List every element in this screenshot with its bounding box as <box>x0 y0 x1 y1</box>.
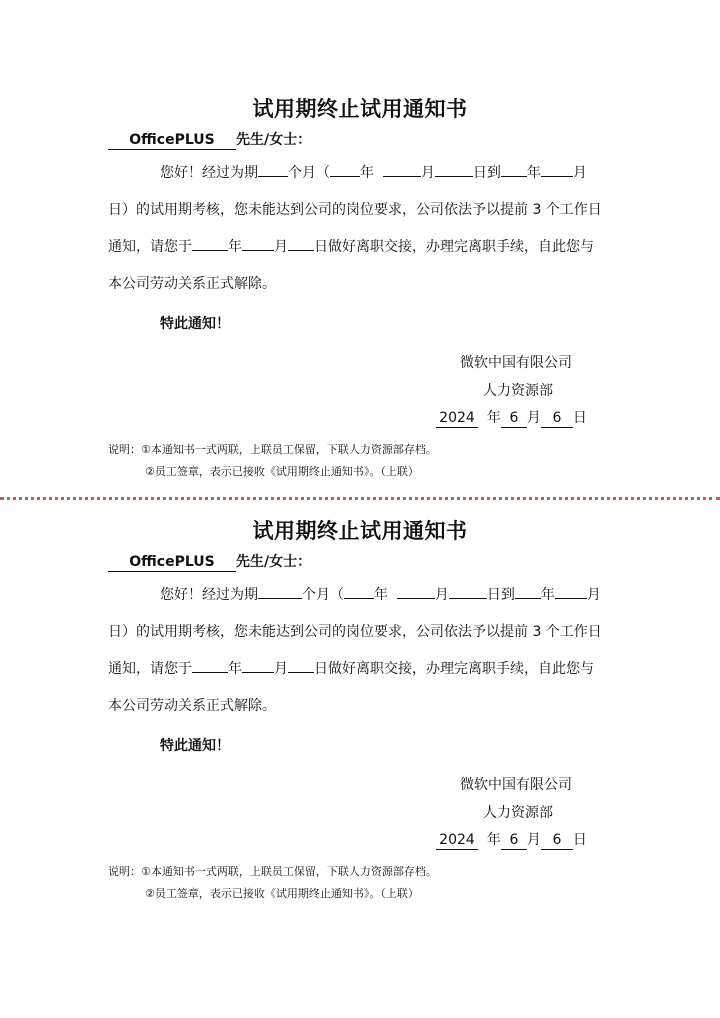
date-year: 2024 <box>436 409 478 428</box>
date-day: 6 <box>541 831 573 850</box>
start-day-blank <box>449 598 487 599</box>
department-name: 人力资源部 <box>483 805 553 821</box>
line1-text-g: 月 <box>572 165 587 181</box>
date-month-label: 月 <box>526 832 541 848</box>
end-year-blank <box>501 176 527 177</box>
notice-statement: 特此通知！ <box>160 316 230 332</box>
line1-text-a: 您好！经过为期 <box>160 165 258 181</box>
line1-text-d: 月 <box>434 587 449 603</box>
issue-date <box>436 829 587 850</box>
notice-lower <box>0 515 720 938</box>
salutation-suffix: 先生/女士： <box>236 132 312 148</box>
body-line-4: 本公司劳动关系正式解除。 <box>108 698 276 714</box>
note-line-2: ②员工签章，表示已接收《试用期终止通知书》。（上联） <box>145 465 419 478</box>
employee-name: OfficePLUS <box>108 131 236 150</box>
date-year-label: 年 <box>486 410 501 426</box>
date-year: 2024 <box>436 831 478 850</box>
line1-text-c: 年 <box>360 165 374 181</box>
start-year-blank <box>344 598 374 599</box>
line1-text-f: 年 <box>540 587 555 603</box>
notice-upper <box>0 93 720 516</box>
body-line-3 <box>108 237 594 257</box>
body-line-1 <box>160 163 587 183</box>
start-day-blank <box>435 176 473 177</box>
date-day: 6 <box>541 409 573 428</box>
employee-name: OfficePLUS <box>108 553 236 572</box>
end-month-blank <box>555 598 587 599</box>
line1-text-c: 年 <box>374 587 388 603</box>
department-name: 人力资源部 <box>483 383 553 399</box>
date-day-label: 日 <box>572 410 587 426</box>
line1-text-d: 月 <box>420 165 435 181</box>
date-month: 6 <box>501 831 527 850</box>
leave-month-blank <box>242 250 274 251</box>
line3-text-b: 年 <box>228 239 242 255</box>
salutation <box>108 129 311 150</box>
cut-line-separator <box>0 497 720 500</box>
note-line-1: 说明：①本通知书一式两联，上联员工保留，下联人力资源部存档。 <box>108 443 437 456</box>
end-month-blank <box>541 176 573 177</box>
company-name: 微软中国有限公司 <box>460 777 572 793</box>
line3-text-a: 通知，请您于 <box>108 239 192 255</box>
note-line-1: 说明：①本通知书一式两联，上联员工保留，下联人力资源部存档。 <box>108 865 437 878</box>
months-blank <box>258 176 288 177</box>
body-line-2: 日）的试用期考核，您未能达到公司的岗位要求，公司依法予以提前 3 个工作日 <box>108 202 602 218</box>
date-year-label: 年 <box>486 832 501 848</box>
date-day-label: 日 <box>572 832 587 848</box>
line3-text-a: 通知，请您于 <box>108 661 192 677</box>
line3-text-d: 日做好离职交接，办理完离职手续，自此您与 <box>314 661 594 677</box>
line3-text-c: 月 <box>274 239 288 255</box>
salutation <box>108 551 311 572</box>
body-line-4: 本公司劳动关系正式解除。 <box>108 276 276 292</box>
body-line-1 <box>160 585 601 605</box>
months-blank <box>258 598 302 599</box>
notice-title: 试用期终止试用通知书 <box>252 97 468 121</box>
line1-text-f: 年 <box>526 165 541 181</box>
line3-text-c: 月 <box>274 661 288 677</box>
leave-day-blank <box>288 672 314 673</box>
line1-text-e: 日到 <box>472 165 501 181</box>
line1-text-g: 月 <box>586 587 601 603</box>
end-year-blank <box>515 598 541 599</box>
note-line-2: ②员工签章，表示已接收《试用期终止通知书》。（上联） <box>145 887 419 900</box>
line1-text-b: 个月（ <box>302 587 344 603</box>
leave-day-blank <box>288 250 314 251</box>
body-line-2: 日）的试用期考核，您未能达到公司的岗位要求，公司依法予以提前 3 个工作日 <box>108 624 602 640</box>
date-month: 6 <box>501 409 527 428</box>
leave-year-blank <box>192 672 228 673</box>
body-line-3 <box>108 659 594 679</box>
notice-statement: 特此通知！ <box>160 738 230 754</box>
line3-text-d: 日做好离职交接，办理完离职手续，自此您与 <box>314 239 594 255</box>
start-month-blank <box>397 598 435 599</box>
line3-text-b: 年 <box>228 661 242 677</box>
leave-month-blank <box>242 672 274 673</box>
company-name: 微软中国有限公司 <box>460 355 572 371</box>
salutation-suffix: 先生/女士： <box>236 554 312 570</box>
start-year-blank <box>330 176 360 177</box>
start-month-blank <box>383 176 421 177</box>
line1-text-a: 您好！经过为期 <box>160 587 258 603</box>
line1-text-e: 日到 <box>486 587 515 603</box>
issue-date <box>436 407 587 428</box>
notice-title: 试用期终止试用通知书 <box>252 519 468 543</box>
date-month-label: 月 <box>526 410 541 426</box>
leave-year-blank <box>192 250 228 251</box>
line1-text-b: 个月（ <box>288 165 330 181</box>
